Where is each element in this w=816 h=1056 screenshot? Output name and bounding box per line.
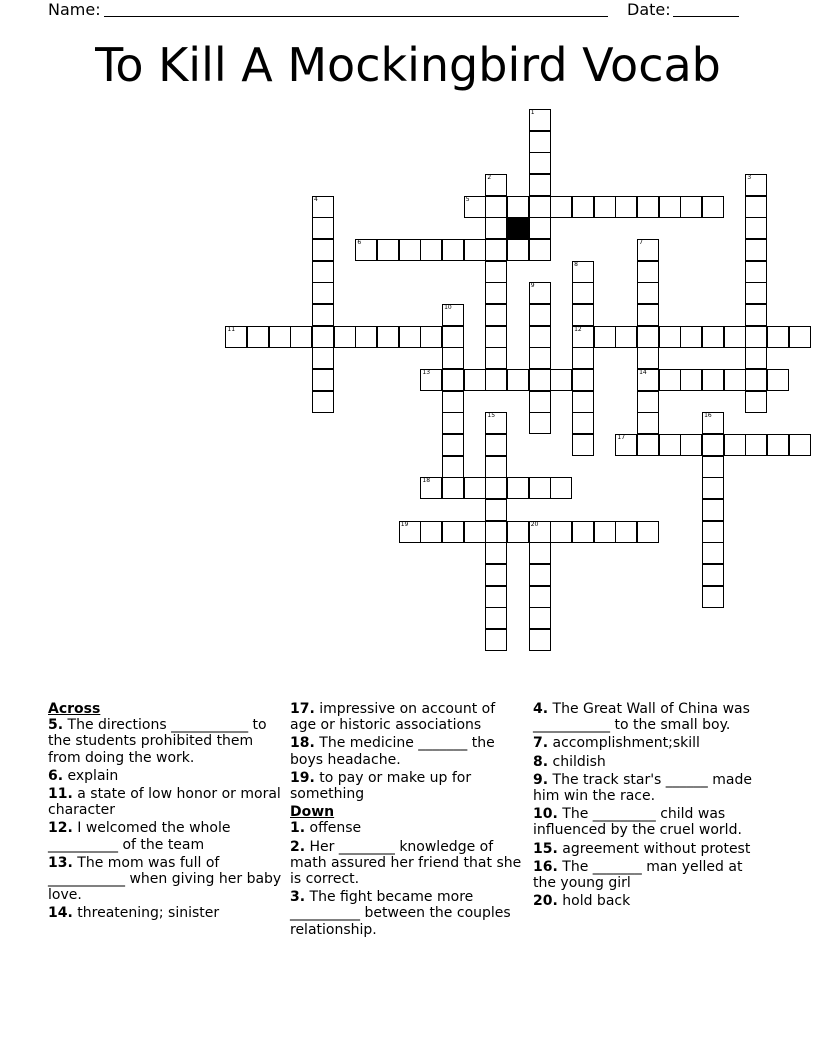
- crossword-cell[interactable]: [702, 521, 724, 543]
- crossword-cell[interactable]: [789, 326, 811, 348]
- date-label: Date:: [627, 0, 671, 19]
- cell-number-3: 3: [747, 174, 752, 181]
- crossword-cell[interactable]: [312, 369, 334, 391]
- crossword-cell[interactable]: [550, 196, 572, 218]
- crossword-cell[interactable]: [420, 326, 442, 348]
- crossword-cell[interactable]: [485, 282, 507, 304]
- crossword-cell[interactable]: [529, 196, 551, 218]
- crossword-cell[interactable]: [529, 152, 551, 174]
- crossword-cell[interactable]: [399, 239, 421, 261]
- crossword-cell[interactable]: [529, 542, 551, 564]
- clues-column-3: [533, 701, 767, 911]
- crossword-cell[interactable]: [529, 239, 551, 261]
- crossword-cell[interactable]: [745, 434, 767, 456]
- crossword-cell[interactable]: [637, 391, 659, 413]
- cell-number-10: 10: [444, 304, 452, 311]
- crossword-cell[interactable]: [334, 326, 356, 348]
- crossword-cell[interactable]: [702, 412, 724, 434]
- clue-across-13: 13. The mom was full of ___________ when giving her baby love.: [48, 854, 282, 904]
- crossword-cell[interactable]: [529, 217, 551, 239]
- crossword-cell[interactable]: [659, 326, 681, 348]
- crossword-cell[interactable]: [615, 326, 637, 348]
- crossword-cell[interactable]: [680, 196, 702, 218]
- crossword-cell[interactable]: [377, 326, 399, 348]
- crossword-cell[interactable]: [312, 261, 334, 283]
- crossword-cell[interactable]: [485, 239, 507, 261]
- crossword-cell[interactable]: [442, 304, 464, 326]
- crossword-cell[interactable]: [594, 521, 616, 543]
- crossword-cell[interactable]: [745, 261, 767, 283]
- crossword-cell[interactable]: [399, 521, 421, 543]
- clue-across-11: 11. a state of low honor or moral character: [48, 786, 281, 819]
- crossword-cell[interactable]: [637, 304, 659, 326]
- crossword-cell[interactable]: [377, 239, 399, 261]
- crossword-cell[interactable]: [464, 369, 486, 391]
- crossword-cell[interactable]: [745, 347, 767, 369]
- crossword-cell[interactable]: [572, 521, 594, 543]
- crossword-cell[interactable]: [659, 434, 681, 456]
- crossword-cell[interactable]: [442, 521, 464, 543]
- crossword-cell[interactable]: [594, 326, 616, 348]
- crossword-cell[interactable]: [745, 239, 767, 261]
- cell-number-8: 8: [574, 260, 578, 268]
- clue-down-3: 3. The fight became more __________ between the couples relationship.: [290, 889, 511, 938]
- crossword-cell[interactable]: [529, 607, 551, 629]
- crossword-cell[interactable]: [529, 412, 551, 434]
- clue-down-4: 4. The Great Wall of China was ___________ to the small boy.: [533, 701, 750, 734]
- clue-down-20: 20. hold back: [533, 893, 631, 910]
- crossword-cell[interactable]: [745, 174, 767, 196]
- crossword-cell[interactable]: [572, 282, 594, 304]
- crossword-cell[interactable]: [572, 326, 594, 348]
- crossword-cell[interactable]: [442, 326, 464, 348]
- crossword-cell[interactable]: [680, 434, 702, 456]
- crossword-cell[interactable]: [659, 369, 681, 391]
- cell-number-19: 19: [400, 520, 409, 528]
- cell-number-6: 6: [357, 239, 362, 246]
- crossword-cell[interactable]: [529, 564, 551, 586]
- cell-number-18: 18: [422, 477, 431, 485]
- crossword-cell[interactable]: [442, 456, 464, 478]
- crossword-cell[interactable]: [637, 347, 659, 369]
- crossword-cell[interactable]: [485, 586, 507, 608]
- down-heading: Down: [290, 804, 335, 821]
- crossword-cell[interactable]: [312, 196, 334, 218]
- cell-number-17: 17: [617, 434, 626, 442]
- clues-column-2: [290, 701, 524, 940]
- crossword-cell[interactable]: [789, 434, 811, 456]
- crossword-cell[interactable]: [312, 391, 334, 413]
- crossword-cell[interactable]: [485, 174, 507, 196]
- cell-number-7: 7: [639, 239, 643, 246]
- crossword-cell[interactable]: [420, 239, 442, 261]
- crossword-cell[interactable]: [442, 239, 464, 261]
- crossword-cell[interactable]: [399, 326, 421, 348]
- crossword-cell[interactable]: [767, 369, 789, 391]
- crossword-cell[interactable]: [529, 109, 551, 131]
- black-cell: [507, 217, 529, 239]
- crossword-cell[interactable]: [442, 369, 464, 391]
- clue-down-10: 10. The _________ child was influenced by the cruel world.: [533, 806, 742, 839]
- crossword-cell[interactable]: [485, 369, 507, 391]
- crossword-cell[interactable]: [442, 347, 464, 369]
- name-label: Name:: [48, 0, 101, 19]
- crossword-cell[interactable]: [485, 217, 507, 239]
- crossword-cell[interactable]: [485, 304, 507, 326]
- cell-number-13: 13: [422, 369, 431, 376]
- crossword-cell[interactable]: [507, 239, 529, 261]
- crossword-cell[interactable]: [529, 391, 551, 413]
- crossword-cell[interactable]: [702, 564, 724, 586]
- crossword-cell[interactable]: [269, 326, 291, 348]
- crossword-cell[interactable]: [355, 239, 377, 261]
- crossword-cell[interactable]: [247, 326, 269, 348]
- clue-down-7: 7. accomplishment;skill: [533, 735, 700, 752]
- crossword-cell[interactable]: [420, 369, 442, 391]
- crossword-cell[interactable]: [485, 261, 507, 283]
- crossword-cell[interactable]: [572, 304, 594, 326]
- crossword-cell[interactable]: [615, 196, 637, 218]
- cell-number-5: 5: [465, 195, 470, 203]
- crossword-cell[interactable]: [702, 369, 724, 391]
- crossword-cell[interactable]: [529, 282, 551, 304]
- crossword-cell[interactable]: [745, 304, 767, 326]
- clue-down-2: 2. Her ________ knowledge of math assured her friend that she is correct.: [290, 838, 522, 888]
- crossword-cell[interactable]: [659, 196, 681, 218]
- crossword-cell[interactable]: [529, 347, 551, 369]
- cell-number-4: 4: [314, 195, 318, 203]
- crossword-cell[interactable]: [702, 542, 724, 564]
- crossword-cell[interactable]: [529, 521, 551, 543]
- crossword-cell[interactable]: [637, 326, 659, 348]
- crossword-cell[interactable]: [745, 217, 767, 239]
- crossword-cell[interactable]: [745, 196, 767, 218]
- crossword-cell[interactable]: [572, 391, 594, 413]
- page-title: To Kill A Mockingbird Vocab: [95, 38, 721, 92]
- crossword-cell[interactable]: [420, 521, 442, 543]
- crossword-cell[interactable]: [529, 586, 551, 608]
- crossword-cell[interactable]: [529, 477, 551, 499]
- clue-down-15: 15. agreement without protest: [533, 840, 751, 857]
- cell-number-2: 2: [487, 174, 492, 181]
- crossword-cell[interactable]: [312, 304, 334, 326]
- crossword-cell[interactable]: [702, 477, 724, 499]
- crossword-cell[interactable]: [290, 326, 312, 348]
- crossword-cell[interactable]: [420, 477, 442, 499]
- crossword-cell[interactable]: [485, 196, 507, 218]
- cell-number-14: 14: [639, 369, 647, 376]
- crossword-cell[interactable]: [637, 282, 659, 304]
- crossword-cell[interactable]: [572, 347, 594, 369]
- crossword-cell[interactable]: [485, 456, 507, 478]
- crossword-cell[interactable]: [485, 564, 507, 586]
- crossword-cell[interactable]: [464, 196, 486, 218]
- crossword-cell[interactable]: [702, 499, 724, 521]
- cell-number-15: 15: [487, 412, 496, 420]
- crossword-cell[interactable]: [464, 477, 486, 499]
- crossword-cell[interactable]: [464, 239, 486, 261]
- crossword-cell[interactable]: [572, 196, 594, 218]
- crossword-cell[interactable]: [550, 369, 572, 391]
- crossword-cell[interactable]: [615, 434, 637, 456]
- cell-number-1: 1: [530, 109, 535, 116]
- clue-down-9: 9. The track star's ______ made him win the race.: [533, 771, 752, 805]
- clue-down-8: 8. childish: [533, 753, 606, 770]
- crossword-cell[interactable]: [355, 326, 377, 348]
- crossword-cell[interactable]: [442, 434, 464, 456]
- crossword-cell[interactable]: [507, 477, 529, 499]
- crossword-cell[interactable]: [615, 521, 637, 543]
- crossword-cell[interactable]: [485, 542, 507, 564]
- crossword-cell[interactable]: [529, 369, 551, 391]
- crossword-cell[interactable]: [724, 434, 746, 456]
- cell-number-12: 12: [574, 325, 582, 333]
- crossword-cell[interactable]: [572, 261, 594, 283]
- clues-column-1: [48, 701, 282, 924]
- crossword-cell[interactable]: [572, 434, 594, 456]
- crossword-cell[interactable]: [507, 521, 529, 543]
- clue-down-16: 16. The _______ man yelled at the young girl: [533, 858, 743, 892]
- crossword-cell[interactable]: [550, 477, 572, 499]
- crossword-cell[interactable]: [637, 412, 659, 434]
- clue-down-1: 1. offense: [290, 820, 362, 837]
- clue-across-19: 19. to pay or make up for something: [290, 769, 472, 803]
- crossword-cell[interactable]: [485, 434, 507, 456]
- crossword-cell[interactable]: [312, 239, 334, 261]
- crossword-cell[interactable]: [702, 456, 724, 478]
- crossword-cell[interactable]: [745, 391, 767, 413]
- clue-across-6: 6. explain: [48, 767, 119, 784]
- crossword-cell[interactable]: [485, 607, 507, 629]
- crossword-cell[interactable]: [442, 477, 464, 499]
- crossword-cell[interactable]: [637, 196, 659, 218]
- clue-across-18: 18. The medicine _______ the boys headache.: [290, 735, 495, 768]
- crossword-cell[interactable]: [485, 521, 507, 543]
- crossword-cell[interactable]: [702, 196, 724, 218]
- crossword-cell[interactable]: [702, 434, 724, 456]
- crossword-cell[interactable]: [312, 217, 334, 239]
- crossword-cell[interactable]: [225, 326, 247, 348]
- clue-across-14: 14. threatening; sinister: [48, 905, 220, 922]
- crossword-cell[interactable]: [529, 629, 551, 651]
- crossword-cell[interactable]: [637, 521, 659, 543]
- crossword-cell[interactable]: [442, 412, 464, 434]
- clue-across-12: 12. I welcomed the whole __________ of the team: [48, 820, 231, 853]
- crossword-cell[interactable]: [702, 586, 724, 608]
- crossword-cell[interactable]: [702, 326, 724, 348]
- clue-across-5: 5. The directions ___________ to the students prohibited them from doing the work.: [48, 717, 267, 766]
- crossword-cell[interactable]: [724, 326, 746, 348]
- crossword-cell[interactable]: [312, 282, 334, 304]
- crossword-cell[interactable]: [485, 347, 507, 369]
- crossword-cell[interactable]: [464, 521, 486, 543]
- crossword-cell[interactable]: [745, 282, 767, 304]
- crossword-cell[interactable]: [767, 434, 789, 456]
- crossword-cell[interactable]: [312, 326, 334, 348]
- cell-number-20: 20: [530, 520, 539, 528]
- crossword-cell[interactable]: [594, 196, 616, 218]
- crossword-cell[interactable]: [485, 412, 507, 434]
- crossword-cell[interactable]: [680, 369, 702, 391]
- crossword-cell[interactable]: [637, 434, 659, 456]
- crossword-cell[interactable]: [529, 174, 551, 196]
- crossword-cell[interactable]: [529, 304, 551, 326]
- crossword-cell[interactable]: [637, 261, 659, 283]
- crossword-cell[interactable]: [724, 369, 746, 391]
- cell-number-9: 9: [530, 282, 535, 290]
- crossword-cell[interactable]: [550, 521, 572, 543]
- across-heading: Across: [48, 701, 101, 717]
- crossword-cell[interactable]: [745, 326, 767, 348]
- crossword-cell[interactable]: [507, 369, 529, 391]
- crossword-cell[interactable]: [637, 369, 659, 391]
- crossword-cell[interactable]: [485, 629, 507, 651]
- crossword-cell[interactable]: [767, 326, 789, 348]
- crossword-cell[interactable]: [529, 131, 551, 153]
- crossword-cell[interactable]: [485, 477, 507, 499]
- crossword-cell[interactable]: [572, 412, 594, 434]
- crossword-cell[interactable]: [507, 196, 529, 218]
- crossword-cell[interactable]: [485, 499, 507, 521]
- crossword-cell[interactable]: [312, 347, 334, 369]
- crossword-cell[interactable]: [745, 369, 767, 391]
- crossword-cell[interactable]: [637, 239, 659, 261]
- crossword-cell[interactable]: [572, 369, 594, 391]
- clue-across-17: 17. impressive on account of age or historic associations: [290, 701, 496, 734]
- crossword-cell[interactable]: [680, 326, 702, 348]
- crossword-cell[interactable]: [529, 326, 551, 348]
- cell-number-16: 16: [704, 412, 712, 420]
- crossword-cell[interactable]: [485, 326, 507, 348]
- crossword-cell[interactable]: [442, 391, 464, 413]
- cell-number-11: 11: [227, 325, 236, 333]
